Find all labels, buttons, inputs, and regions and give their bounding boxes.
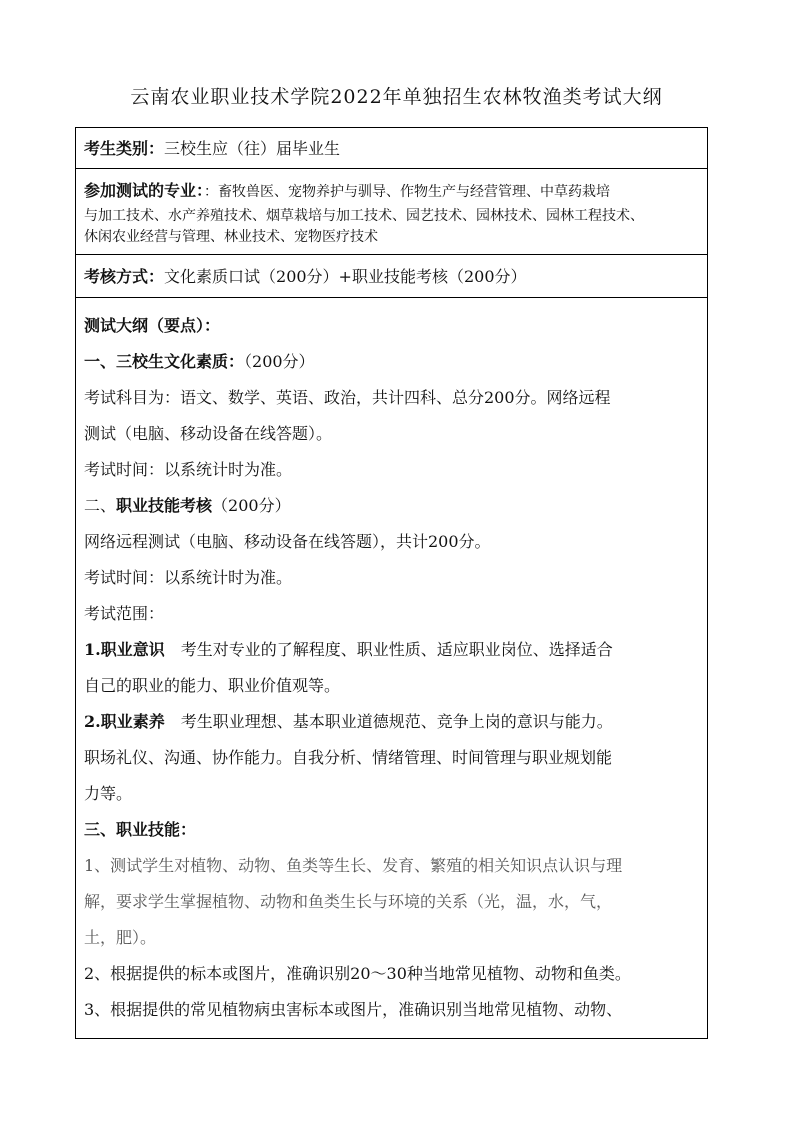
row-majors (76, 169, 707, 255)
sec1-score: （200分） (244, 352, 315, 371)
sec2-prefix: 二、 (84, 496, 117, 515)
category-label: 考生类别： (84, 139, 165, 158)
sec3-s1b: 解，要求学生掌握植物、动物和鱼类生长与环境的关系（光，温，水，气， (84, 892, 613, 911)
item1-title: 1.职业意识 (84, 640, 165, 659)
majors-label: 参加测试的专业： (84, 181, 205, 200)
sec1-title: 一、三校生文化素质： (84, 352, 245, 371)
outline-table (75, 127, 708, 1039)
sec3-s3: 3、根据提供的常见植物病虫害标本或图片，准确识别当地常见植物、动物、 (84, 1000, 623, 1019)
majors-line-2: 与加工技术、水产养殖技术、烟草栽培与加工技术、园艺技术、园林技术、园林工程技术、 (84, 208, 644, 224)
row-candidate-category (76, 128, 707, 169)
category-value: 三校生应（往）届毕业生 (164, 139, 341, 158)
sec2-score: （200分） (212, 496, 291, 515)
sec1-p3: 考试时间：以系统计时为准。 (84, 460, 293, 479)
item2-text3: 力等。 (84, 784, 133, 803)
sec3-title: 三、职业技能： (84, 820, 197, 839)
sec3-s1c: 土，肥）。 (84, 928, 157, 947)
sec3-s1a: 1、测试学生对植物、动物、鱼类等生长、发育、繁殖的相关知识点认识与理 (84, 856, 623, 875)
item2-text2: 职场礼仪、沟通、协作能力。自我分析、情绪管理、时间管理与职业规划能 (84, 748, 613, 767)
item1-text2: 自己的职业的能力、职业价值观等。 (84, 676, 341, 695)
sec1-p2: 测试（电脑、移动设备在线答题）。 (84, 424, 333, 443)
method-label: 考核方式： (84, 267, 165, 286)
sec2-p2: 考试时间：以系统计时为准。 (84, 568, 293, 587)
sec1-p1: 考试科目为：语文、数学、英语、政治，共计四科、总分200分。网络远程 (84, 388, 611, 407)
sec2-p3: 考试范围： (84, 604, 165, 623)
document-title: 云南农业职业技术学院2022年单独招生农林牧渔类考试大纲 (130, 86, 663, 108)
outline-heading: 测试大纲（要点）： (84, 316, 221, 335)
item2-text1: 考生职业理想、基本职业道德规范、竞争上岗的意识与能力。 (164, 712, 613, 731)
item2-title: 2.职业素养 (84, 712, 165, 731)
majors-line-3: 休闲农业经营与管理、林业技术、宠物医疗技术 (84, 229, 378, 245)
sec3-s2: 2、根据提供的标本或图片，准确识别20～30种当地常见植物、动物和鱼类。 (84, 964, 631, 983)
row-assessment-method (76, 255, 707, 298)
sec2-p1: 网络远程测试（电脑、移动设备在线答题），共计200分。 (84, 532, 491, 551)
item1-text1: 考生对专业的了解程度、职业性质、适应职业岗位、选择适合 (164, 640, 613, 659)
sec2-title: 职业技能考核 (116, 496, 213, 515)
method-value: 文化素质口试（200分）+职业技能考核（200分） (164, 267, 527, 286)
row-outline (76, 298, 707, 1028)
majors-line-1: ：畜牧兽医、宠物养护与驯导、作物生产与经营管理、中草药栽培 (204, 184, 611, 200)
